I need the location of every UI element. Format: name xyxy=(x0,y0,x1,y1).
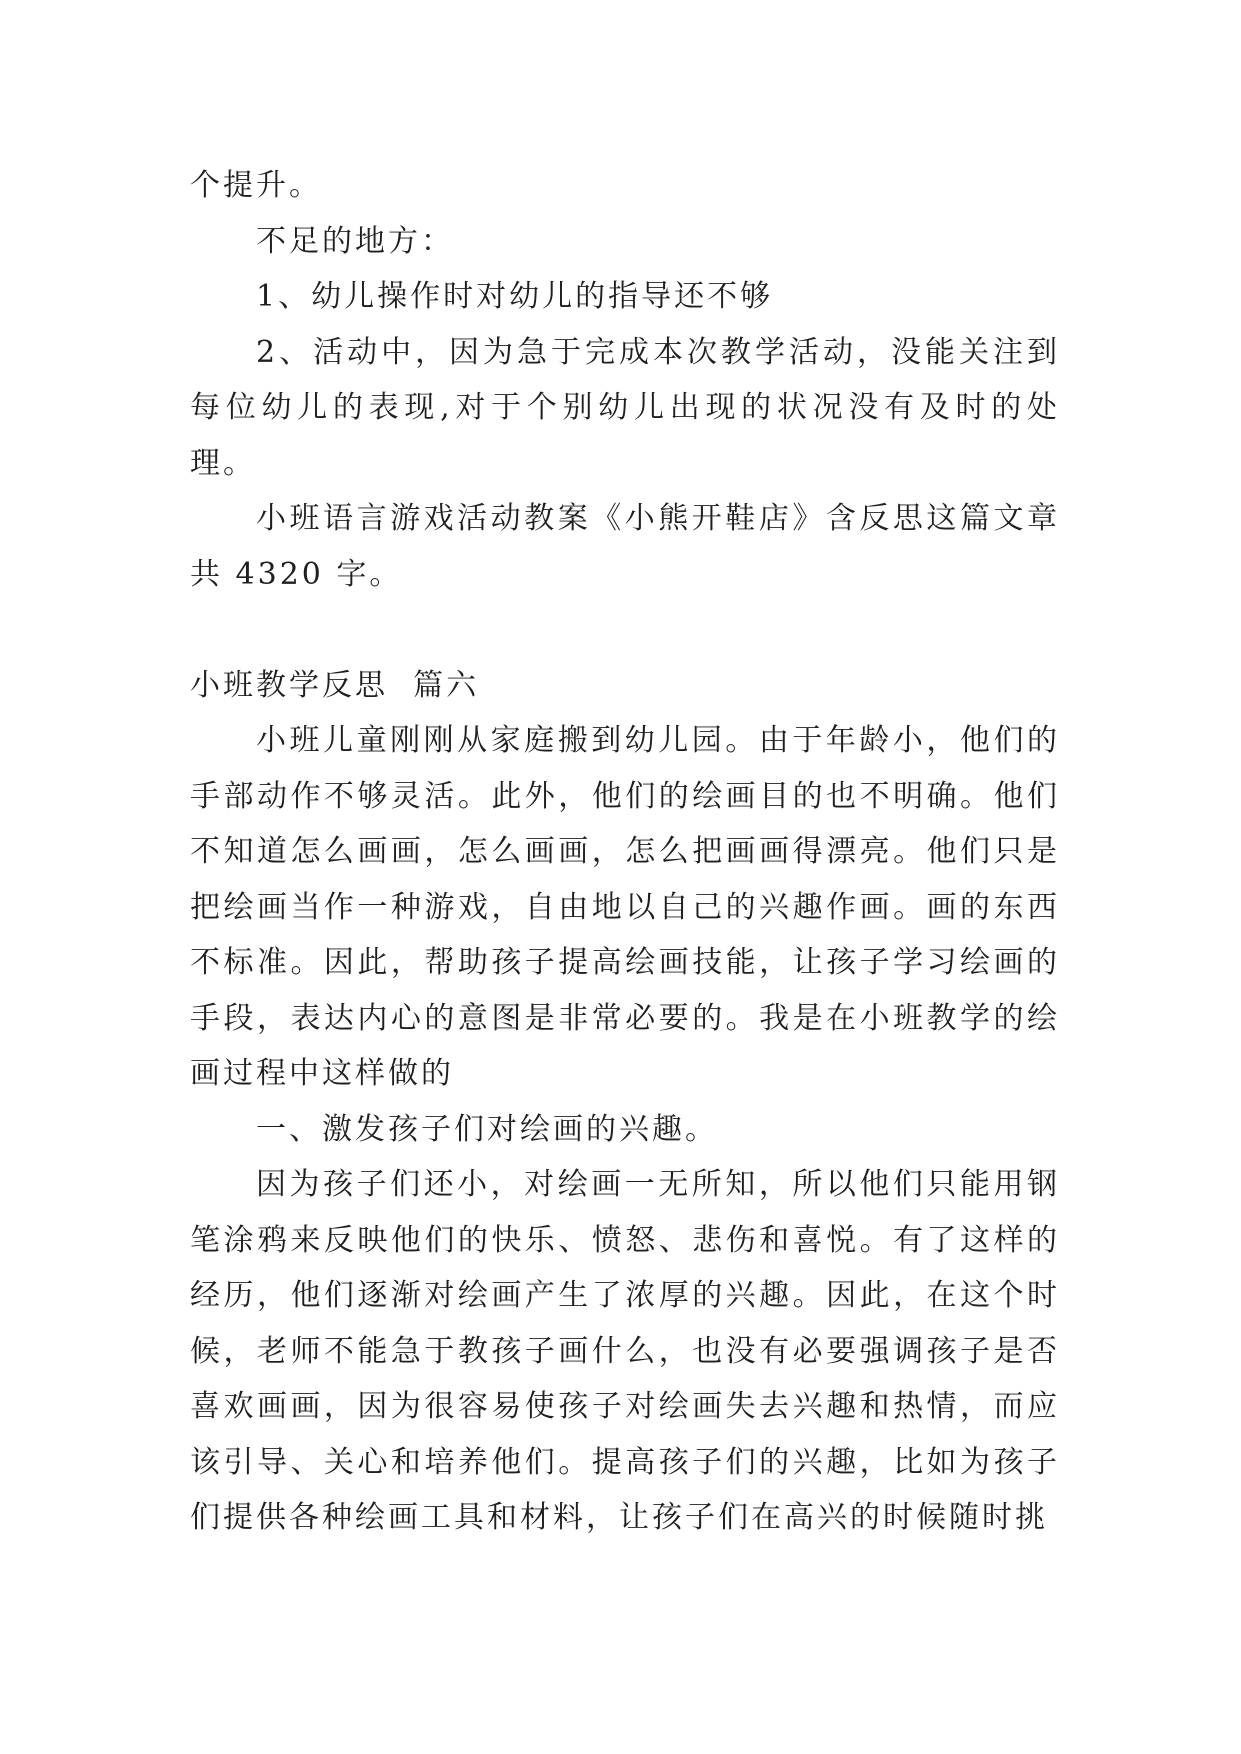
document-body xyxy=(190,158,1060,1546)
paragraph: 小班语言游戏活动教案《小熊开鞋店》含反思这篇文章共 4320 字。 xyxy=(190,501,1060,592)
paragraph: 因为孩子们还小，对绘画一无所知，所以他们只能用钢笔涂鸦来反映他们的快乐、愤怒、悲伤和喜悦。有了这样的经历，他们逐渐对绘画产生了浓厚的兴趣。因此，在这个时候，老师不能急于教孩子画什么，也没有必要强调孩子是否喜欢画画，因为很容易使孩子对绘画失去兴趣和热情，而应该引导、关心和培养他们。提高孩子们的兴趣，比如为孩子们提供各种绘画工具和材料，让孩子们在高兴的时候随时挑 xyxy=(190,1167,1060,1535)
section-title: 小班教学反思 篇六 xyxy=(190,667,480,703)
section-gap xyxy=(190,602,1060,658)
paragraph: 不足的地方： xyxy=(256,223,454,259)
paragraph: 个提升。 xyxy=(190,168,322,203)
paragraph: 小班儿童刚刚从家庭搬到幼儿园。由于年龄小，他们的手部动作不够灵活。此外，他们的绘画目的也不明确。他们不知道怎么画画，怎么画画，怎么把画画得漂亮。他们只是把绘画当作一种游戏，自由地以自己的兴趣作画。画的东西不标准。因此，帮助孩子提高绘画技能，让孩子学习绘画的手段，表达内心的意图是非常必要的。我是在小班教学的绘画过程中这样做的 xyxy=(190,723,1060,1091)
paragraph: 一、激发孩子们对绘画的兴趣。 xyxy=(256,1111,718,1147)
paragraph: 2、活动中，因为急于完成本次教学活动，没能关注到每位幼儿的表现,对于个别幼儿出现的状况没有及时的处理。 xyxy=(190,334,1060,481)
paragraph: 1、幼儿操作时对幼儿的指导还不够 xyxy=(256,279,774,314)
